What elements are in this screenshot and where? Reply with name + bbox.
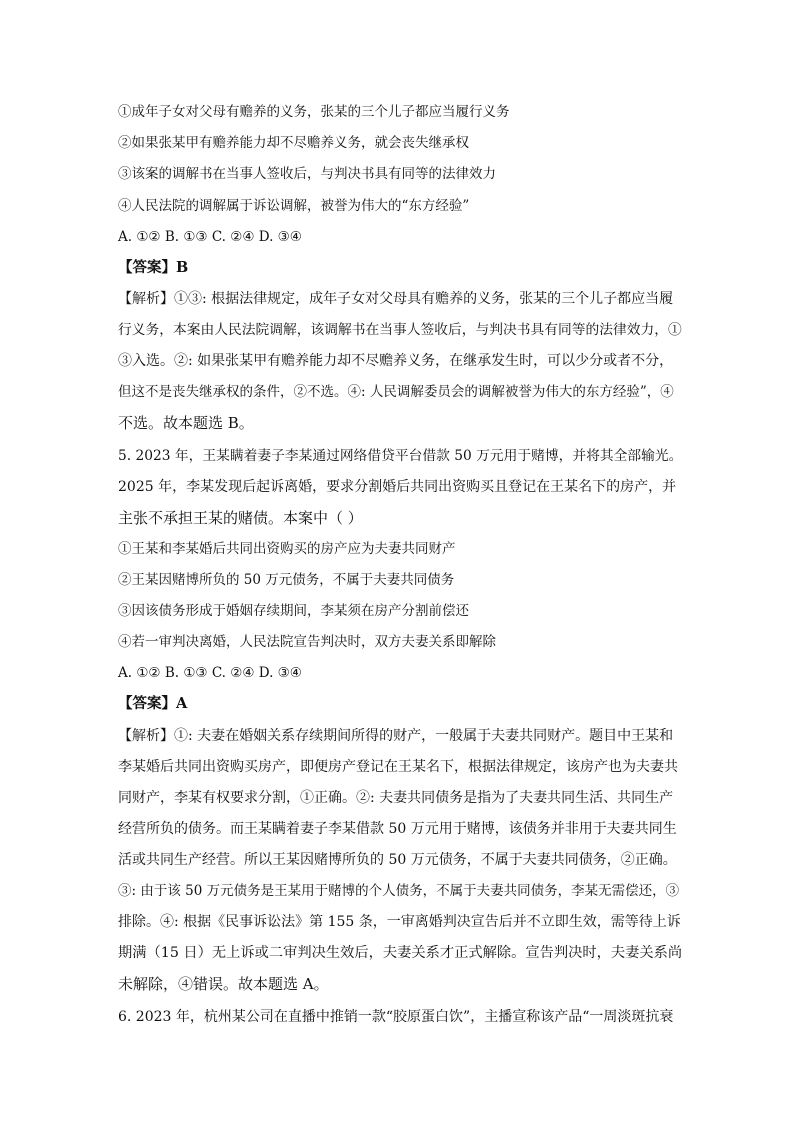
q4-analysis-line-3: ③入选。②: 如果张某甲有赡养能力却不尽赡养义务，在继承发生时，可以少分或者不分， bbox=[118, 353, 674, 369]
q4-analysis-line-4: 但这不是丧失继承权的条件，②不选。④: 人民调解委员会的调解被誉为伟大的东方经验”，④ bbox=[118, 384, 674, 400]
q4-choices: A. ①② B. ①③ C. ②④ D. ③④ bbox=[118, 229, 302, 245]
q4-analysis-line-1: 【解析】①③: 根据法律规定，成年子女对父母具有赡养的义务，张某的三个儿子都应当履 bbox=[118, 291, 674, 307]
q5-analysis-line-8: 期满（15 日）无上诉或二审判决生效后，夫妻关系才正式解除。宣告判决时，夫妻关系尚 bbox=[118, 945, 683, 961]
q5-answer: 【答案】A bbox=[118, 695, 188, 712]
q4-option-4: ④人民法院的调解属于诉讼调解，被誉为伟大的“东方经验” bbox=[118, 198, 470, 214]
q5-option-2: ②王某因赌博所负的 50 万元债务，不属于夫妻共同债务 bbox=[118, 572, 455, 588]
q4-analysis-line-5: 不选。故本题选 B。 bbox=[118, 414, 254, 432]
q5-option-3: ③因该债务形成于婚姻存续期间，李某须在房产分割前偿还 bbox=[118, 603, 469, 619]
q4-option-2: ②如果张某甲有赡养能力却不尽赡养义务，就会丧失继承权 bbox=[118, 135, 469, 151]
q5-analysis-line-2: 李某婚后共同出资购买房产，即便房产登记在王某名下，根据法律规定，该房产也为夫妻共 bbox=[118, 759, 678, 775]
q4-option-1: ①成年子女对父母有赡养的义务，张某的三个儿子都应当履行义务 bbox=[118, 104, 510, 120]
q5-stem-line-1: 5. 2023 年，王某瞒着妻子李某通过网络借贷平台借款 50 万元用于赌博，并将其全部输光。 bbox=[118, 448, 683, 464]
q5-option-1: ①王某和李某婚后共同出资购买的房产应为夫妻共同财产 bbox=[118, 541, 456, 557]
q5-analysis-line-7: 排除。④: 根据《民事诉讼法》第 155 条，一审离婚判决宣告后并不立即生效，需等待上诉 bbox=[118, 914, 681, 930]
q4-option-3: ③该案的调解书在当事人签收后，与判决书具有同等的法律效力 bbox=[118, 166, 496, 182]
q4-analysis-line-2: 行义务，本案由人民法院调解，该调解书在当事人签收后，与判决书具有同等的法律效力，① bbox=[118, 322, 682, 338]
q5-choices: A. ①② B. ①③ C. ②④ D. ③④ bbox=[118, 665, 302, 681]
q5-analysis-line-6: ③: 由于该 50 万元债务是王某用于赌博的个人债务，不属于夫妻共同债务，李某无需偿还，③ bbox=[118, 883, 680, 899]
q5-option-4: ④若一审判决离婚，人民法院宣告判决时，双方夫妻关系即解除 bbox=[118, 634, 496, 650]
q5-analysis-line-5: 活或共同生产经营。所以王某因赌博所负的 50 万元债务，不属于夫妻共同债务，②正确。 bbox=[118, 852, 677, 868]
q5-analysis-line-3: 同财产，李某有权要求分割，①正确。②: 夫妻共同债务是指为了夫妻共同生活、共同生产 bbox=[118, 790, 674, 806]
q5-stem-line-3: 主张不承担王某的赌债。本案中（ ） bbox=[118, 509, 363, 527]
q5-analysis-line-9: 未解除，④错误。故本题选 A。 bbox=[118, 975, 329, 993]
q5-analysis-line-4: 经营所负的债务。而王某瞒着妻子李某借款 50 万元用于赌博，该债务并非用于夫妻共同生 bbox=[118, 821, 677, 837]
q5-analysis-line-1: 【解析】①: 夫妻在婚姻关系存续期间所得的财产，一般属于夫妻共同财产。题目中王某和 bbox=[118, 728, 674, 744]
q4-answer: 【答案】B bbox=[118, 259, 189, 276]
q5-stem-line-2: 2025 年，李某发现后起诉离婚，要求分割婚后共同出资购买且登记在王某名下的房产，并 bbox=[118, 479, 677, 495]
q6-stem-line-1: 6. 2023 年，杭州某公司在直播中推销一款“胶原蛋白饮”，主播宣称该产品“一周淡斑抗衰 bbox=[118, 1009, 674, 1025]
